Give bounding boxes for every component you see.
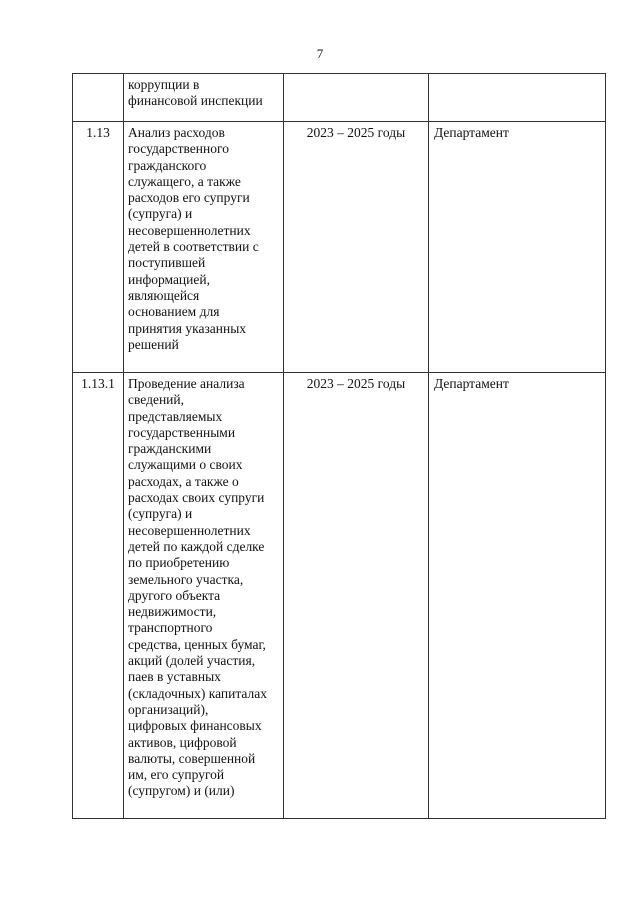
- action-text-line: несовершеннолетних: [128, 522, 251, 538]
- table-row: [73, 74, 606, 122]
- responsible-cell: Департамент: [429, 122, 606, 373]
- action-text-line: (супруга) и: [128, 506, 193, 522]
- action-text-line: земельного участка,: [128, 571, 244, 587]
- action-text-line: поступившей: [128, 255, 206, 271]
- action-text-line: основанием для: [128, 304, 220, 320]
- action-text-line: по приобретению: [128, 555, 230, 571]
- action-text-line: цифровых финансовых: [128, 718, 262, 734]
- action-text-line: акций (долей участия,: [128, 653, 256, 669]
- action-text-line: информацией,: [128, 271, 210, 287]
- responsible-cell: Департамент: [429, 373, 606, 819]
- action-text-line: валюты, совершенной: [128, 750, 256, 766]
- item-number-cell: 1.13: [73, 122, 124, 373]
- action-text-line: недвижимости,: [128, 604, 217, 620]
- action-text-line: расходах своих супруги: [128, 490, 265, 506]
- action-text-line: представляемых: [128, 408, 223, 424]
- action-cell: [124, 122, 284, 373]
- action-text-line: несовершеннолетних: [128, 222, 251, 238]
- action-text-line: организаций),: [128, 701, 209, 717]
- action-text-line: расходах, а также о: [128, 473, 239, 489]
- table-row: [73, 122, 606, 373]
- action-text-line: финансовой инспекции: [128, 93, 263, 109]
- action-text-line: являющейся: [128, 287, 200, 303]
- action-text-line: детей по каждой сделке: [128, 538, 265, 554]
- term-cell: [284, 74, 429, 122]
- action-text-line: другого объекта: [128, 587, 221, 603]
- action-text-line: им, его супругой: [128, 767, 225, 783]
- action-text-line: детей в соответствии с: [128, 239, 259, 255]
- action-text-line: транспортного: [128, 620, 213, 636]
- action-text-line: гражданскими: [128, 441, 212, 457]
- action-text-line: принятия указанных: [128, 320, 247, 336]
- action-text-line: Анализ расходов: [128, 125, 225, 140]
- action-text-line: сведений,: [128, 392, 185, 408]
- action-text-line: государственного: [128, 141, 229, 157]
- action-text-line: служащими о своих: [128, 457, 243, 473]
- action-text-line: коррупции в: [128, 77, 200, 92]
- action-text-line: (супругом) и (или): [128, 783, 235, 799]
- action-text-line: средства, ценных бумаг,: [128, 636, 266, 652]
- item-number-cell: 1.13.1: [73, 373, 124, 819]
- item-number-cell: [73, 74, 124, 122]
- action-text-line: (супруга) и: [128, 206, 193, 222]
- action-text-line: решений: [128, 336, 179, 352]
- term-cell: 2023 – 2025 годы: [284, 122, 429, 373]
- responsible-cell: [429, 74, 606, 122]
- action-text-line: служащего, а также: [128, 173, 241, 189]
- action-cell: [124, 74, 284, 122]
- action-cell: [124, 373, 284, 819]
- action-text-line: активов, цифровой: [128, 734, 237, 750]
- measures-table: [72, 73, 606, 819]
- term-cell: 2023 – 2025 годы: [284, 373, 429, 819]
- action-text-line: расходов его супруги: [128, 190, 250, 206]
- page-number: 7: [316, 46, 324, 61]
- action-text-line: паев в уставных: [128, 669, 221, 685]
- action-text-line: Проведение анализа: [128, 376, 245, 391]
- action-text-line: государственными: [128, 424, 236, 440]
- action-text-line: гражданского: [128, 157, 207, 173]
- table-row: [73, 373, 606, 819]
- action-text-line: (складочных) капиталах: [128, 685, 268, 701]
